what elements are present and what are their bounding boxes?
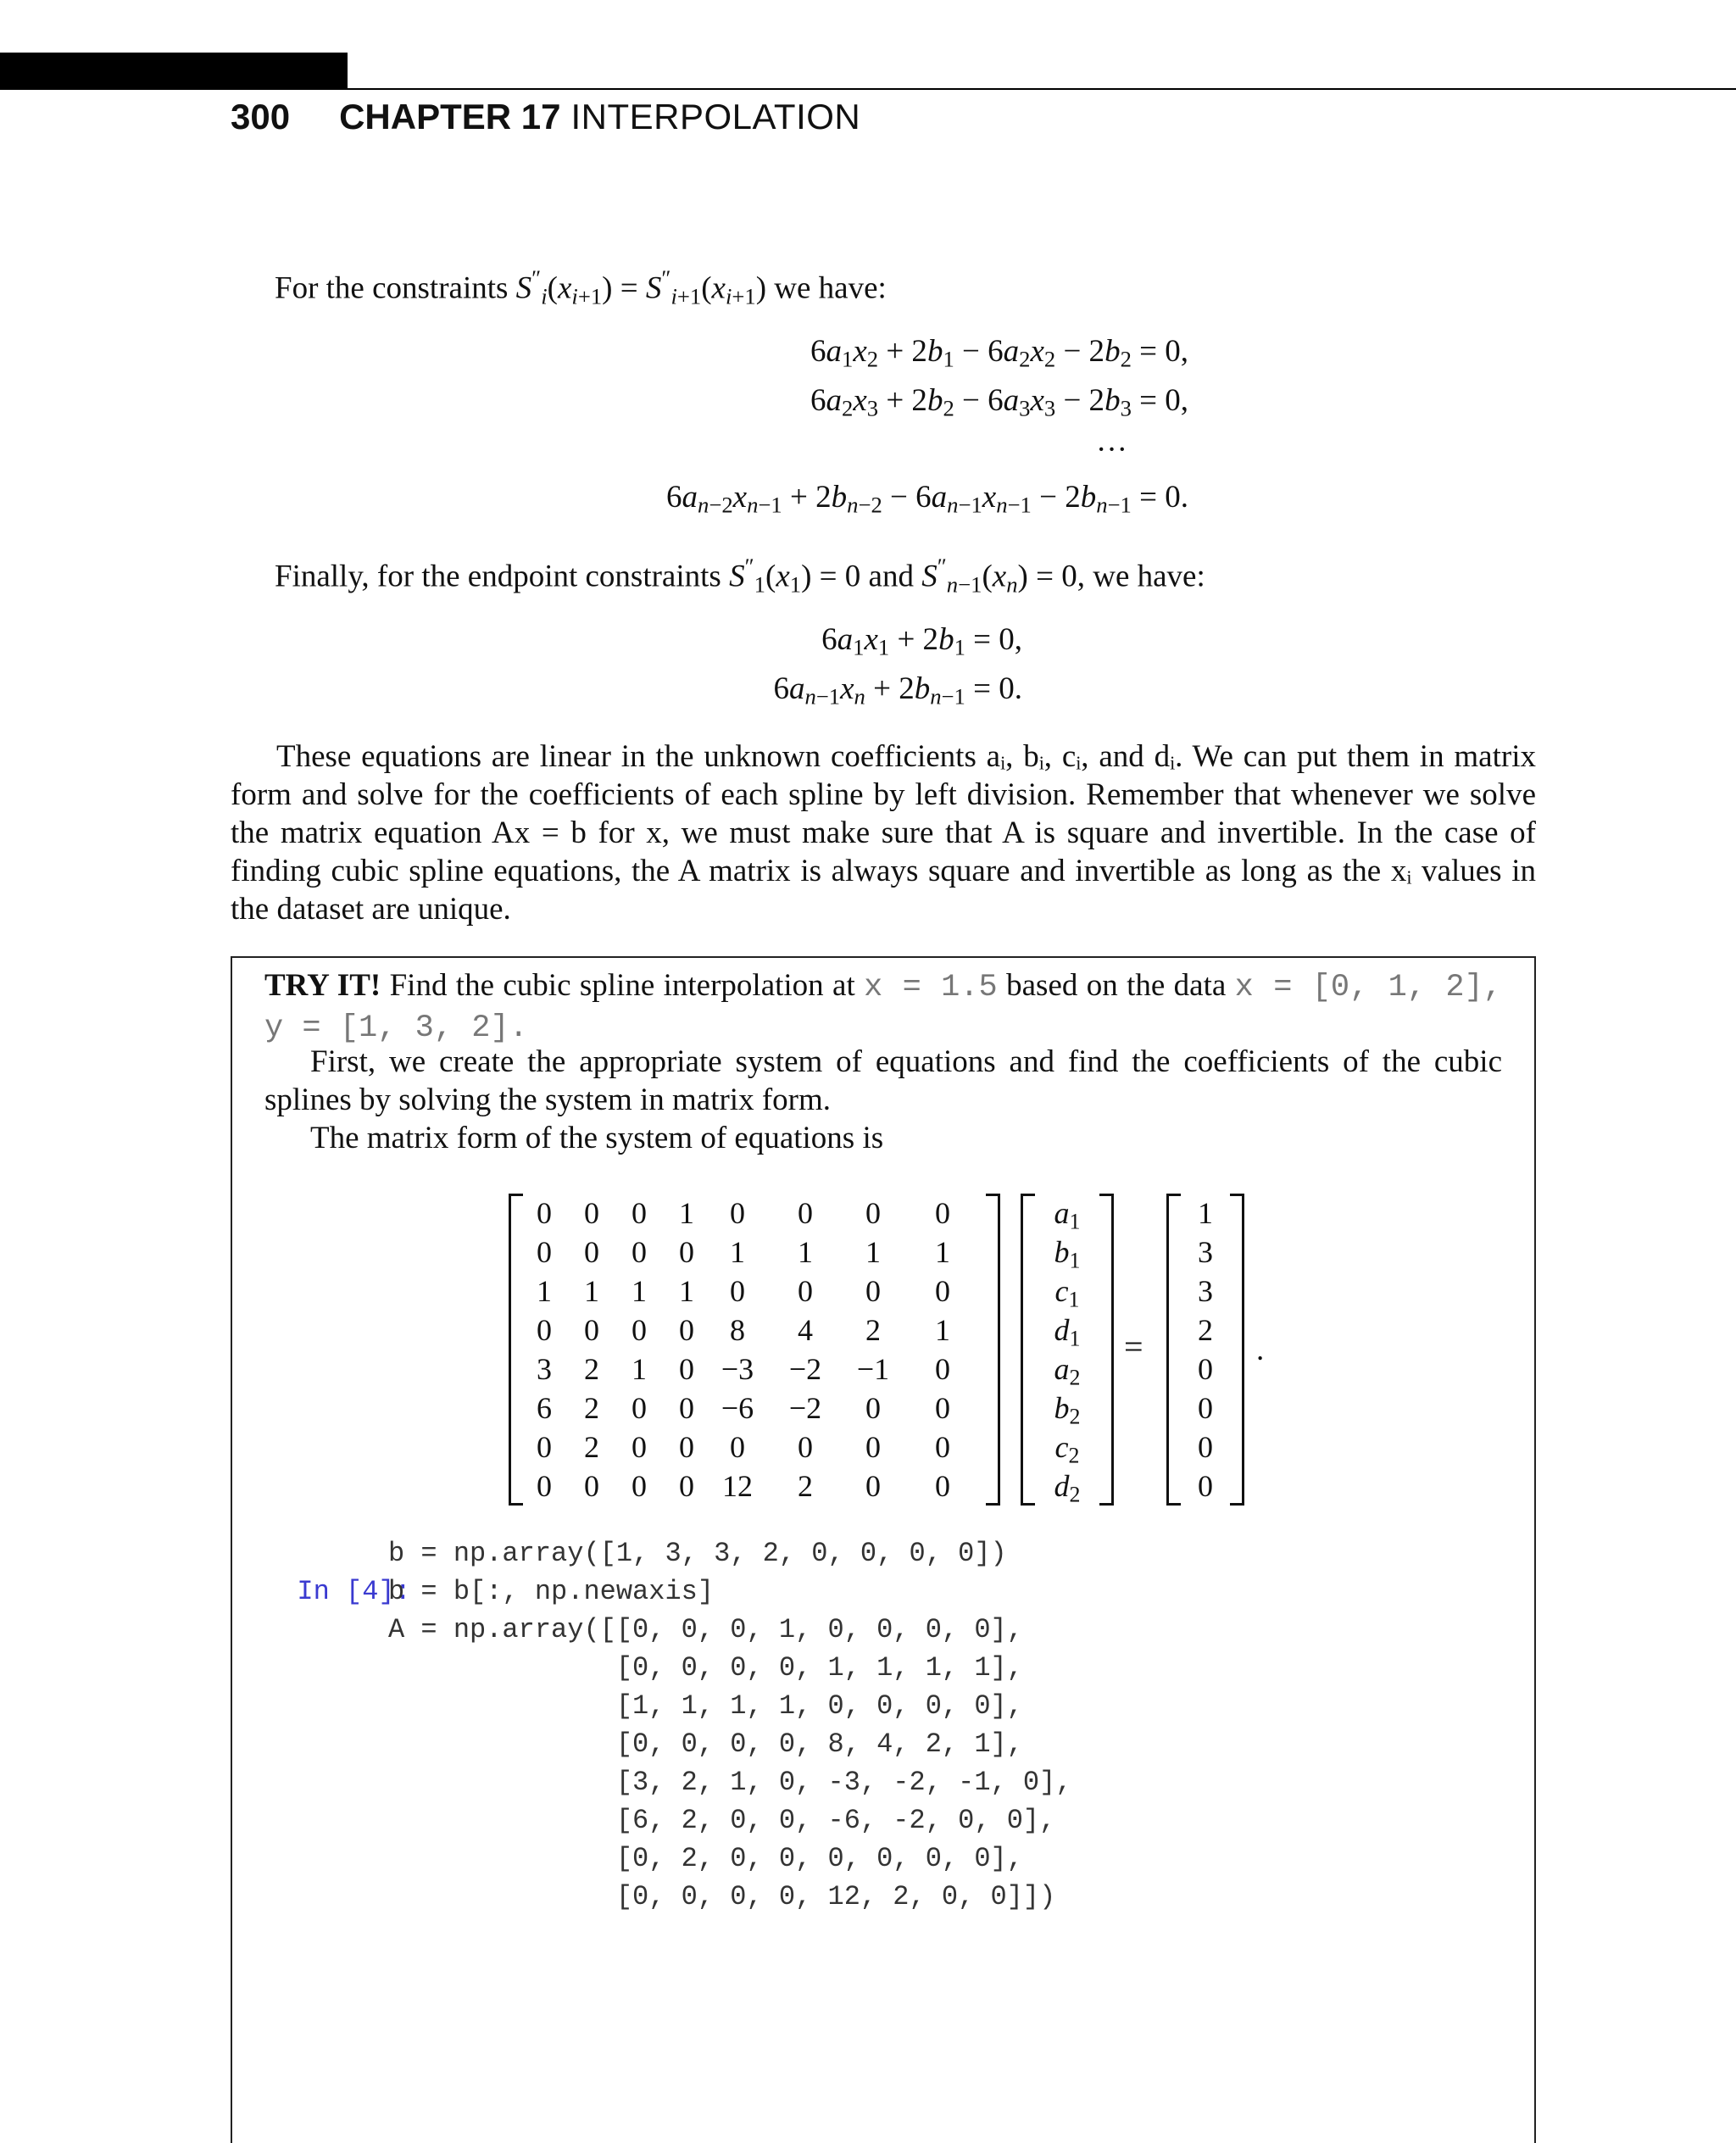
matrix-a-cell: 0 bbox=[632, 1196, 647, 1230]
matrix-a-cell: 0 bbox=[537, 1196, 552, 1230]
matrix-a-cell: 0 bbox=[679, 1235, 694, 1269]
try-it-p1: First, we create the appropriate system of equations and find the coefficients of the cubic splines by solving the system in matrix form. bbox=[264, 1044, 1502, 1117]
matrix-a-cell: 0 bbox=[935, 1430, 950, 1464]
matrix-a-cell: 0 bbox=[632, 1235, 647, 1269]
page-number: 300 bbox=[231, 97, 291, 136]
matrix-a-right-bracket bbox=[986, 1194, 1000, 1506]
matrix-period: . bbox=[1256, 1333, 1265, 1367]
code-line: [0, 2, 0, 0, 0, 0, 0, 0], bbox=[388, 1843, 1023, 1874]
matrix-a-cell: 0 bbox=[865, 1469, 881, 1503]
matrix-a-cell: 0 bbox=[935, 1352, 950, 1386]
matrix-a-cell: 2 bbox=[798, 1469, 813, 1503]
matrix-a-cell: 2 bbox=[584, 1391, 599, 1425]
matrix-a-cell: 1 bbox=[679, 1196, 694, 1230]
matrix-a-cell: 0 bbox=[584, 1235, 599, 1269]
matrix-a-cell: 0 bbox=[632, 1469, 647, 1503]
code-line: [0, 0, 0, 0, 1, 1, 1, 1], bbox=[388, 1652, 1023, 1684]
code-prompt: In [4]: bbox=[297, 1576, 411, 1607]
unknown-cell: b2 bbox=[1054, 1391, 1081, 1429]
code-line: A = np.array([[0, 0, 0, 1, 0, 0, 0, 0], bbox=[388, 1614, 1023, 1645]
matrix-a-cell: 0 bbox=[679, 1352, 694, 1386]
matrix-a-cell: 0 bbox=[935, 1469, 950, 1503]
matrix-a-cell: 0 bbox=[730, 1196, 745, 1230]
unknowns-right-bracket bbox=[1099, 1194, 1114, 1506]
matrix-a-cell: 0 bbox=[537, 1235, 552, 1269]
header-bar bbox=[0, 53, 348, 90]
matrix-a-cell: 1 bbox=[584, 1274, 599, 1308]
unknowns-vector bbox=[1021, 1194, 1114, 1506]
matrix-a-cell: 8 bbox=[730, 1313, 745, 1347]
endpoint-intro: Finally, for the endpoint constraints $S''_1(x_1) = 0$ and $S''_{n-1}(x_n) = 0$, we have: bbox=[275, 554, 1205, 598]
unknowns-left-bracket bbox=[1021, 1194, 1035, 1506]
chapter-label: CHAPTER 17 bbox=[339, 97, 561, 136]
try-it-intro: TRY IT! Find the cubic spline interpolation at x = 1.5 based on the data x = [0, 1, 2], y = [1, 3, 2]. bbox=[264, 968, 1502, 1046]
matrix-a-cell: 0 bbox=[632, 1391, 647, 1425]
matrix-a-cell: 1 bbox=[632, 1274, 647, 1308]
matrix-a-cell: 0 bbox=[935, 1196, 950, 1230]
matrix-a-cell: −1 bbox=[856, 1352, 890, 1386]
matrix-a bbox=[509, 1194, 1000, 1506]
matrix-a-cell: −2 bbox=[788, 1391, 822, 1425]
matrix-a-cell: 12 bbox=[722, 1469, 753, 1503]
endpoint-equation-1: $6a_1x_1 + 2b_1 = 0$, bbox=[821, 622, 1022, 660]
matrix-a-cell: 0 bbox=[865, 1274, 881, 1308]
matrix-a-cell: −2 bbox=[788, 1352, 822, 1386]
code-line: [6, 2, 0, 0, -6, -2, 0, 0], bbox=[388, 1805, 1056, 1836]
code-line: b = b[:, np.newaxis] bbox=[388, 1576, 715, 1607]
matrix-a-cell: 0 bbox=[537, 1430, 552, 1464]
matrix-a-cell: 1 bbox=[679, 1274, 694, 1308]
code-line: [1, 1, 1, 1, 0, 0, 0, 0], bbox=[388, 1690, 1023, 1722]
matrix-a-cell: 0 bbox=[679, 1469, 694, 1503]
matrix-a-cell: 6 bbox=[537, 1391, 552, 1425]
matrix-a-cell: 0 bbox=[865, 1430, 881, 1464]
matrix-a-cell: 0 bbox=[679, 1313, 694, 1347]
matrix-a-cell: 3 bbox=[537, 1352, 552, 1386]
rhs-cell: 0 bbox=[1198, 1391, 1213, 1425]
try-it-p2: The matrix form of the system of equations is bbox=[310, 1121, 884, 1155]
matrix-a-cell: 1 bbox=[537, 1274, 552, 1308]
unknown-cell: b1 bbox=[1054, 1235, 1081, 1273]
code-line: b = np.array([1, 3, 3, 2, 0, 0, 0, 0]) bbox=[388, 1538, 1007, 1569]
matrix-a-cell: 2 bbox=[584, 1430, 599, 1464]
rhs-left-bracket bbox=[1166, 1194, 1181, 1506]
equation-ellipsis: ··· bbox=[1096, 432, 1127, 467]
matrix-a-cell: 0 bbox=[632, 1313, 647, 1347]
matrix-a-cell: −6 bbox=[721, 1391, 754, 1425]
rhs-cell: 1 bbox=[1198, 1196, 1213, 1230]
matrix-a-cell: 2 bbox=[865, 1313, 881, 1347]
matrix-a-cell: 0 bbox=[798, 1196, 813, 1230]
data-code: x = [0, 1, 2], y = [1, 3, 2]. bbox=[264, 970, 1502, 1046]
matrix-a-cell: 1 bbox=[935, 1235, 950, 1269]
matrix-a-cell: 1 bbox=[632, 1352, 647, 1386]
unknown-cell: a2 bbox=[1054, 1352, 1081, 1390]
rhs-cell: 3 bbox=[1198, 1235, 1213, 1269]
matrix-a-cell: 0 bbox=[632, 1430, 647, 1464]
matrix-a-cell: 0 bbox=[798, 1430, 813, 1464]
matrix-a-cell: −3 bbox=[721, 1352, 754, 1386]
matrix-a-cell: 0 bbox=[798, 1274, 813, 1308]
code-line: [0, 0, 0, 0, 12, 2, 0, 0]]) bbox=[388, 1881, 1056, 1912]
code-line: [3, 2, 1, 0, -3, -2, -1, 0], bbox=[388, 1767, 1072, 1798]
try-it-label: TRY IT! bbox=[264, 968, 381, 1003]
equals-sign: = bbox=[1124, 1328, 1143, 1366]
matrix-a-cell: 1 bbox=[798, 1235, 813, 1269]
rhs-cell: 2 bbox=[1198, 1313, 1213, 1347]
matrix-a-cell: 0 bbox=[537, 1313, 552, 1347]
matrix-a-cell: 0 bbox=[865, 1196, 881, 1230]
matrix-a-cell: 0 bbox=[730, 1430, 745, 1464]
equation-n: $6a_{n-2}x_{n-1} + 2b_{n-2} - 6a_{n-1}x_{n-1} - 2b_{n-1} = 0$. bbox=[666, 480, 1188, 518]
matrix-a-cell: 0 bbox=[679, 1430, 694, 1464]
running-header bbox=[231, 95, 860, 139]
matrix-a-cell: 2 bbox=[584, 1352, 599, 1386]
unknown-cell: c2 bbox=[1054, 1430, 1080, 1468]
matrix-a-cell: 1 bbox=[935, 1313, 950, 1347]
equation-2: $6a_2x_3 + 2b_2 - 6a_3x_3 - 2b_3 = 0$, bbox=[810, 383, 1188, 421]
equation-1: $6a_1x_2 + 2b_1 - 6a_2x_2 - 2b_2 = 0$, bbox=[810, 334, 1188, 372]
endpoint-equation-2: $6a_{n-1}x_n + 2b_{n-1} = 0$. bbox=[773, 671, 1022, 710]
rhs-cell: 0 bbox=[1198, 1469, 1213, 1503]
matrix-a-cell: 1 bbox=[865, 1235, 881, 1269]
constraints-intro: For the constraints $S''_i(x_{i+1}) = S''_{i+1}(x_{i+1})$ we have: bbox=[275, 265, 887, 309]
rhs-cell: 3 bbox=[1198, 1274, 1213, 1308]
matrix-a-cell: 0 bbox=[537, 1469, 552, 1503]
rhs-vector bbox=[1166, 1194, 1244, 1506]
rhs-cell: 0 bbox=[1198, 1430, 1213, 1464]
unknown-cell: d1 bbox=[1054, 1313, 1081, 1351]
matrix-a-cell: 0 bbox=[584, 1196, 599, 1230]
matrix-a-cell: 1 bbox=[730, 1235, 745, 1269]
code-line: [0, 0, 0, 0, 8, 4, 2, 1], bbox=[388, 1728, 1023, 1760]
matrix-a-cell: 4 bbox=[798, 1313, 813, 1347]
matrix-a-cell: 0 bbox=[584, 1313, 599, 1347]
unknown-cell: d2 bbox=[1054, 1469, 1081, 1507]
matrix-a-cell: 0 bbox=[935, 1274, 950, 1308]
rhs-cell: 0 bbox=[1198, 1352, 1213, 1386]
matrix-a-cell: 0 bbox=[865, 1391, 881, 1425]
matrix-a-cell: 0 bbox=[935, 1391, 950, 1425]
matrix-a-cell: 0 bbox=[679, 1391, 694, 1425]
matrix-a-cell: 0 bbox=[584, 1469, 599, 1503]
unknown-cell: c1 bbox=[1054, 1274, 1080, 1312]
rhs-right-bracket bbox=[1230, 1194, 1244, 1506]
unknown-cell: a1 bbox=[1054, 1196, 1081, 1234]
explanation-paragraph: These equations are linear in the unknown coefficients aᵢ, bᵢ, cᵢ, and dᵢ. We can put them in matrix form and solve for the coefficients of each spline by left division. Remember that whenever we solve the matrix equation Ax = b for x, we must make sure that A is square and invertible. In the case of finding cubic spline equations, the A matrix is always square and invertible as long as the xᵢ values in the dataset are unique. bbox=[231, 739, 1536, 927]
x-value-code: x = 1.5 bbox=[864, 970, 998, 1005]
header-rule bbox=[0, 88, 1736, 90]
matrix-a-cell: 0 bbox=[730, 1274, 745, 1308]
chapter-title: INTERPOLATION bbox=[570, 97, 861, 136]
